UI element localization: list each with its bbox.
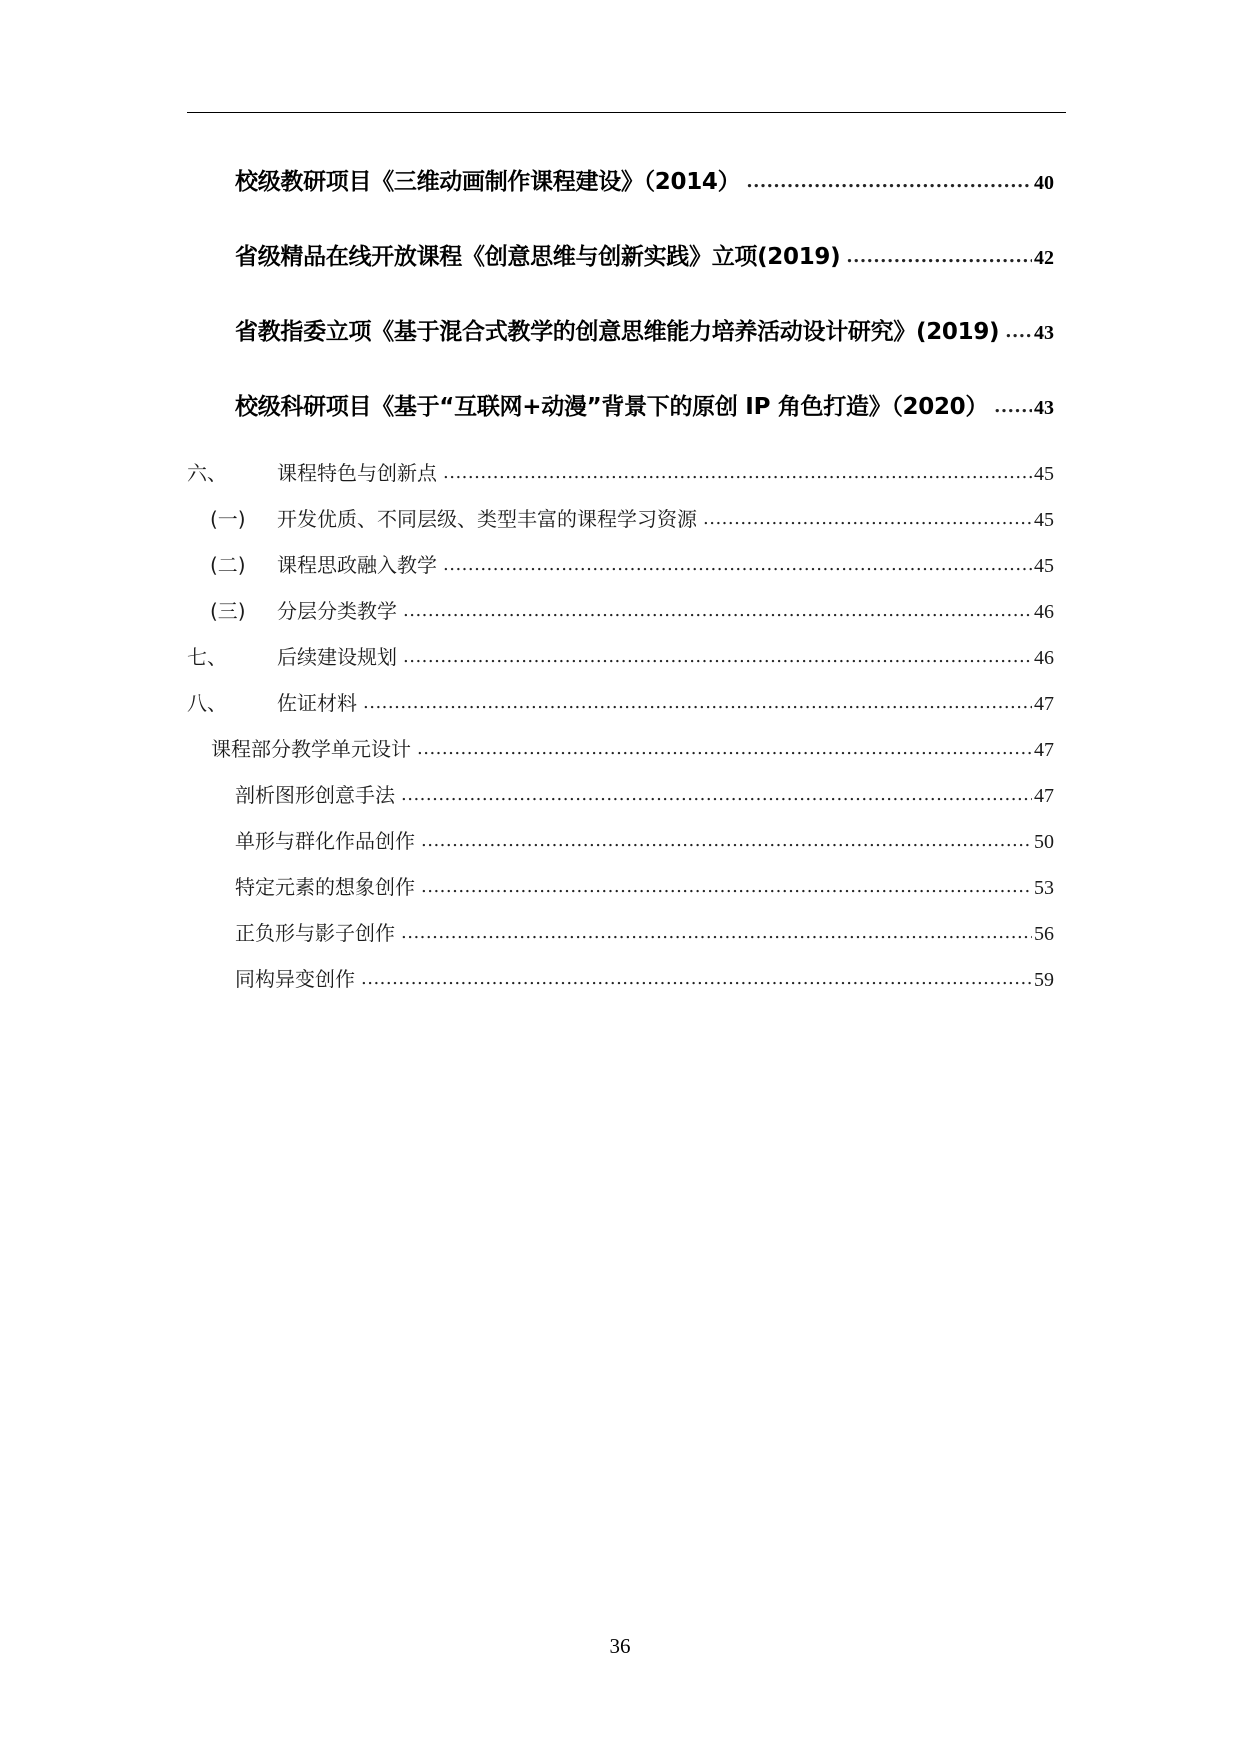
toc-entry-page: 47 [1034,785,1054,807]
toc-leader-dots [363,689,1032,709]
toc-entry-page: 43 [1034,322,1054,344]
toc-entry-page: 46 [1034,601,1054,623]
toc-entry-number: 六、 [187,461,227,485]
toc-entry-page: 46 [1034,647,1054,669]
toc-entry[interactable] [235,313,1054,346]
toc-entry-title: 校级教研项目《三维动画制作课程建设》（2014） [235,169,741,195]
toc-leader-dots [994,390,1032,413]
toc-entry-page: 47 [1034,693,1054,715]
toc-entry[interactable] [235,871,1054,900]
toc-entry-page: 53 [1034,877,1054,899]
toc-leader-dots [703,505,1032,525]
toc-entry-page: 45 [1034,555,1054,577]
toc-leader-dots [401,781,1032,801]
toc-entry-page: 45 [1034,463,1054,485]
toc-entry-title: 正负形与影子创作 [235,921,395,945]
toc-entry-title: 剖析图形创意手法 [235,783,395,807]
toc-entry-page: 47 [1034,739,1054,761]
toc-entry-title: 分层分类教学 [277,599,397,623]
toc-entry-title: 校级科研项目《基于“互联网+动漫”背景下的原创 IP 角色打造》（2020） [235,394,989,420]
toc-leader-dots [417,735,1032,755]
toc-leader-dots [846,240,1032,263]
toc-entry[interactable] [187,641,1054,670]
toc-entry[interactable] [210,549,1054,578]
toc-leader-dots [361,965,1032,985]
toc-leader-dots [1005,315,1032,338]
toc-entry-title: 同构异变创作 [235,967,355,991]
toc-entry-page: 42 [1034,247,1054,269]
toc-entry[interactable] [235,238,1054,271]
toc-leader-dots [421,873,1032,893]
toc-entry[interactable] [235,388,1054,421]
toc-entry-title: 后续建设规划 [277,645,397,669]
toc-entry-number: (二) [210,553,246,577]
toc-entry[interactable] [235,163,1054,196]
toc-entry-title: 开发优质、不同层级、类型丰富的课程学习资源 [277,507,697,531]
toc-entry[interactable] [210,503,1054,532]
toc-entry-number: (一) [210,507,246,531]
toc-entry-page: 40 [1034,172,1054,194]
toc-entry[interactable] [187,687,1054,716]
toc-leader-dots [421,827,1032,847]
toc-entry-title: 省教指委立项《基于混合式教学的创意思维能力培养活动设计研究》(2019) [235,319,1000,345]
toc-leader-dots [443,551,1032,571]
toc-entry-page: 50 [1034,831,1054,853]
toc-leader-dots [443,459,1032,479]
toc-leader-dots [403,643,1032,663]
toc-entry-title: 课程思政融入教学 [277,553,437,577]
toc-entry-number: (三) [210,599,246,623]
toc-entry-page: 45 [1034,509,1054,531]
toc-entry-title: 省级精品在线开放课程《创意思维与创新实践》立项(2019) [235,244,841,270]
toc-entry-page: 56 [1034,923,1054,945]
toc-entry[interactable] [235,963,1054,992]
toc-entry[interactable] [235,917,1054,946]
toc-entry[interactable] [211,733,1054,762]
toc-entry-page: 59 [1034,969,1054,991]
toc-entry-title: 单形与群化作品创作 [235,829,415,853]
toc-entry-page: 43 [1034,397,1054,419]
toc-entry-title: 佐证材料 [277,691,357,715]
toc-entry[interactable] [235,779,1054,808]
toc-leader-dots [401,919,1032,939]
toc-entry-number: 八、 [187,691,227,715]
toc-entry-title: 课程部分教学单元设计 [211,737,411,761]
toc-entry[interactable] [210,595,1054,624]
toc-entry-number: 七、 [187,645,227,669]
header-rule [187,112,1066,113]
toc-entry[interactable] [235,825,1054,854]
toc-leader-dots [403,597,1032,617]
toc-leader-dots [746,165,1032,188]
footer-page-number: 36 [609,1634,631,1658]
toc-entry-title: 特定元素的想象创作 [235,875,415,899]
toc-entry-title: 课程特色与创新点 [277,461,437,485]
toc-entry[interactable] [187,457,1054,486]
